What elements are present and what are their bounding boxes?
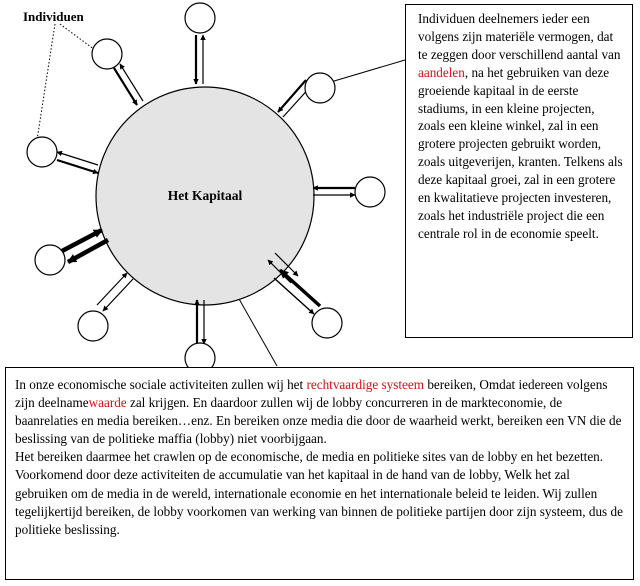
individual-circle xyxy=(355,177,385,207)
text-segment: zal krijgen. En daardoor zullen wij de lobby concurreren in de markteconomie, de baanrelaties en media bereiken…enz. En bereiken onze media die door de waarheid werkt, bereiken een VN die de beslissing van de politieke maffia (lobby) niet voorbijgaan. xyxy=(15,395,622,447)
text-segment: Individuen deelnemers ieder een volgens zijn materiële vermogen, dat te zeggen door verschillend aantal van xyxy=(418,11,621,62)
individual-circle xyxy=(27,137,57,167)
highlight-waarde: waarde xyxy=(88,395,127,411)
arrow-to-capital xyxy=(57,160,98,173)
individual-circle xyxy=(35,245,65,275)
capital-label: Het Kapitaal xyxy=(167,188,243,203)
individual-circle xyxy=(78,311,108,341)
text-segment: , na het gebruiken van deze groeiende kapitaal in de eerste stadiums, in een kleine projecten, zoals een kleine winkel, zal in een grotere projecten gebruikt worden, zoals uitgeverijen, kranten. Telkens als deze kapitaal groei, zal in een grotere en kwalitatieve projecten investeren, zoals het industriële project die een centrale rol in de economie speelt. xyxy=(418,64,623,241)
individual-circle xyxy=(305,73,335,103)
individuals-label: Individuen xyxy=(23,9,84,24)
label-connectors xyxy=(37,24,95,140)
explanation-text-right xyxy=(418,10,624,243)
paragraph-2: Het bereiken daarmee het crawlen op de economische, de media en politieke sites van de lobby en het bezetten. Voorkomend door deze activiteiten de accumulatie van het kapitaal in de hand van de lobby, Welk het zal gebruiken om de media in de wereld, internationale economie en het internationale beleid te leiden. Wij zullen tegelijkertijd bereiken, de lobby voorkomen van werking van binnen de politieke partijen door zijn systeem, dus de politieke beslissing. xyxy=(15,449,623,537)
text-segment: bereiken, Omdat iedereen volgens zijn deelname xyxy=(15,377,608,411)
arrow-from-capital xyxy=(103,279,133,311)
text-segment: In onze economische sociale activiteiten zullen wij het xyxy=(15,377,307,392)
highlight-aandelen: aandelen xyxy=(418,64,465,80)
callout-pointer-right xyxy=(324,60,405,84)
individual-circle xyxy=(312,308,342,338)
explanation-box-bottom xyxy=(5,367,634,580)
individual-circle xyxy=(185,3,215,33)
highlight-rechtvaardige-systeem: rechtvaardige systeem xyxy=(306,377,425,392)
paragraph-1 xyxy=(15,376,625,448)
explanation-box-right xyxy=(405,4,633,338)
arrow-to-capital xyxy=(97,273,127,305)
individual-circle xyxy=(92,39,122,69)
